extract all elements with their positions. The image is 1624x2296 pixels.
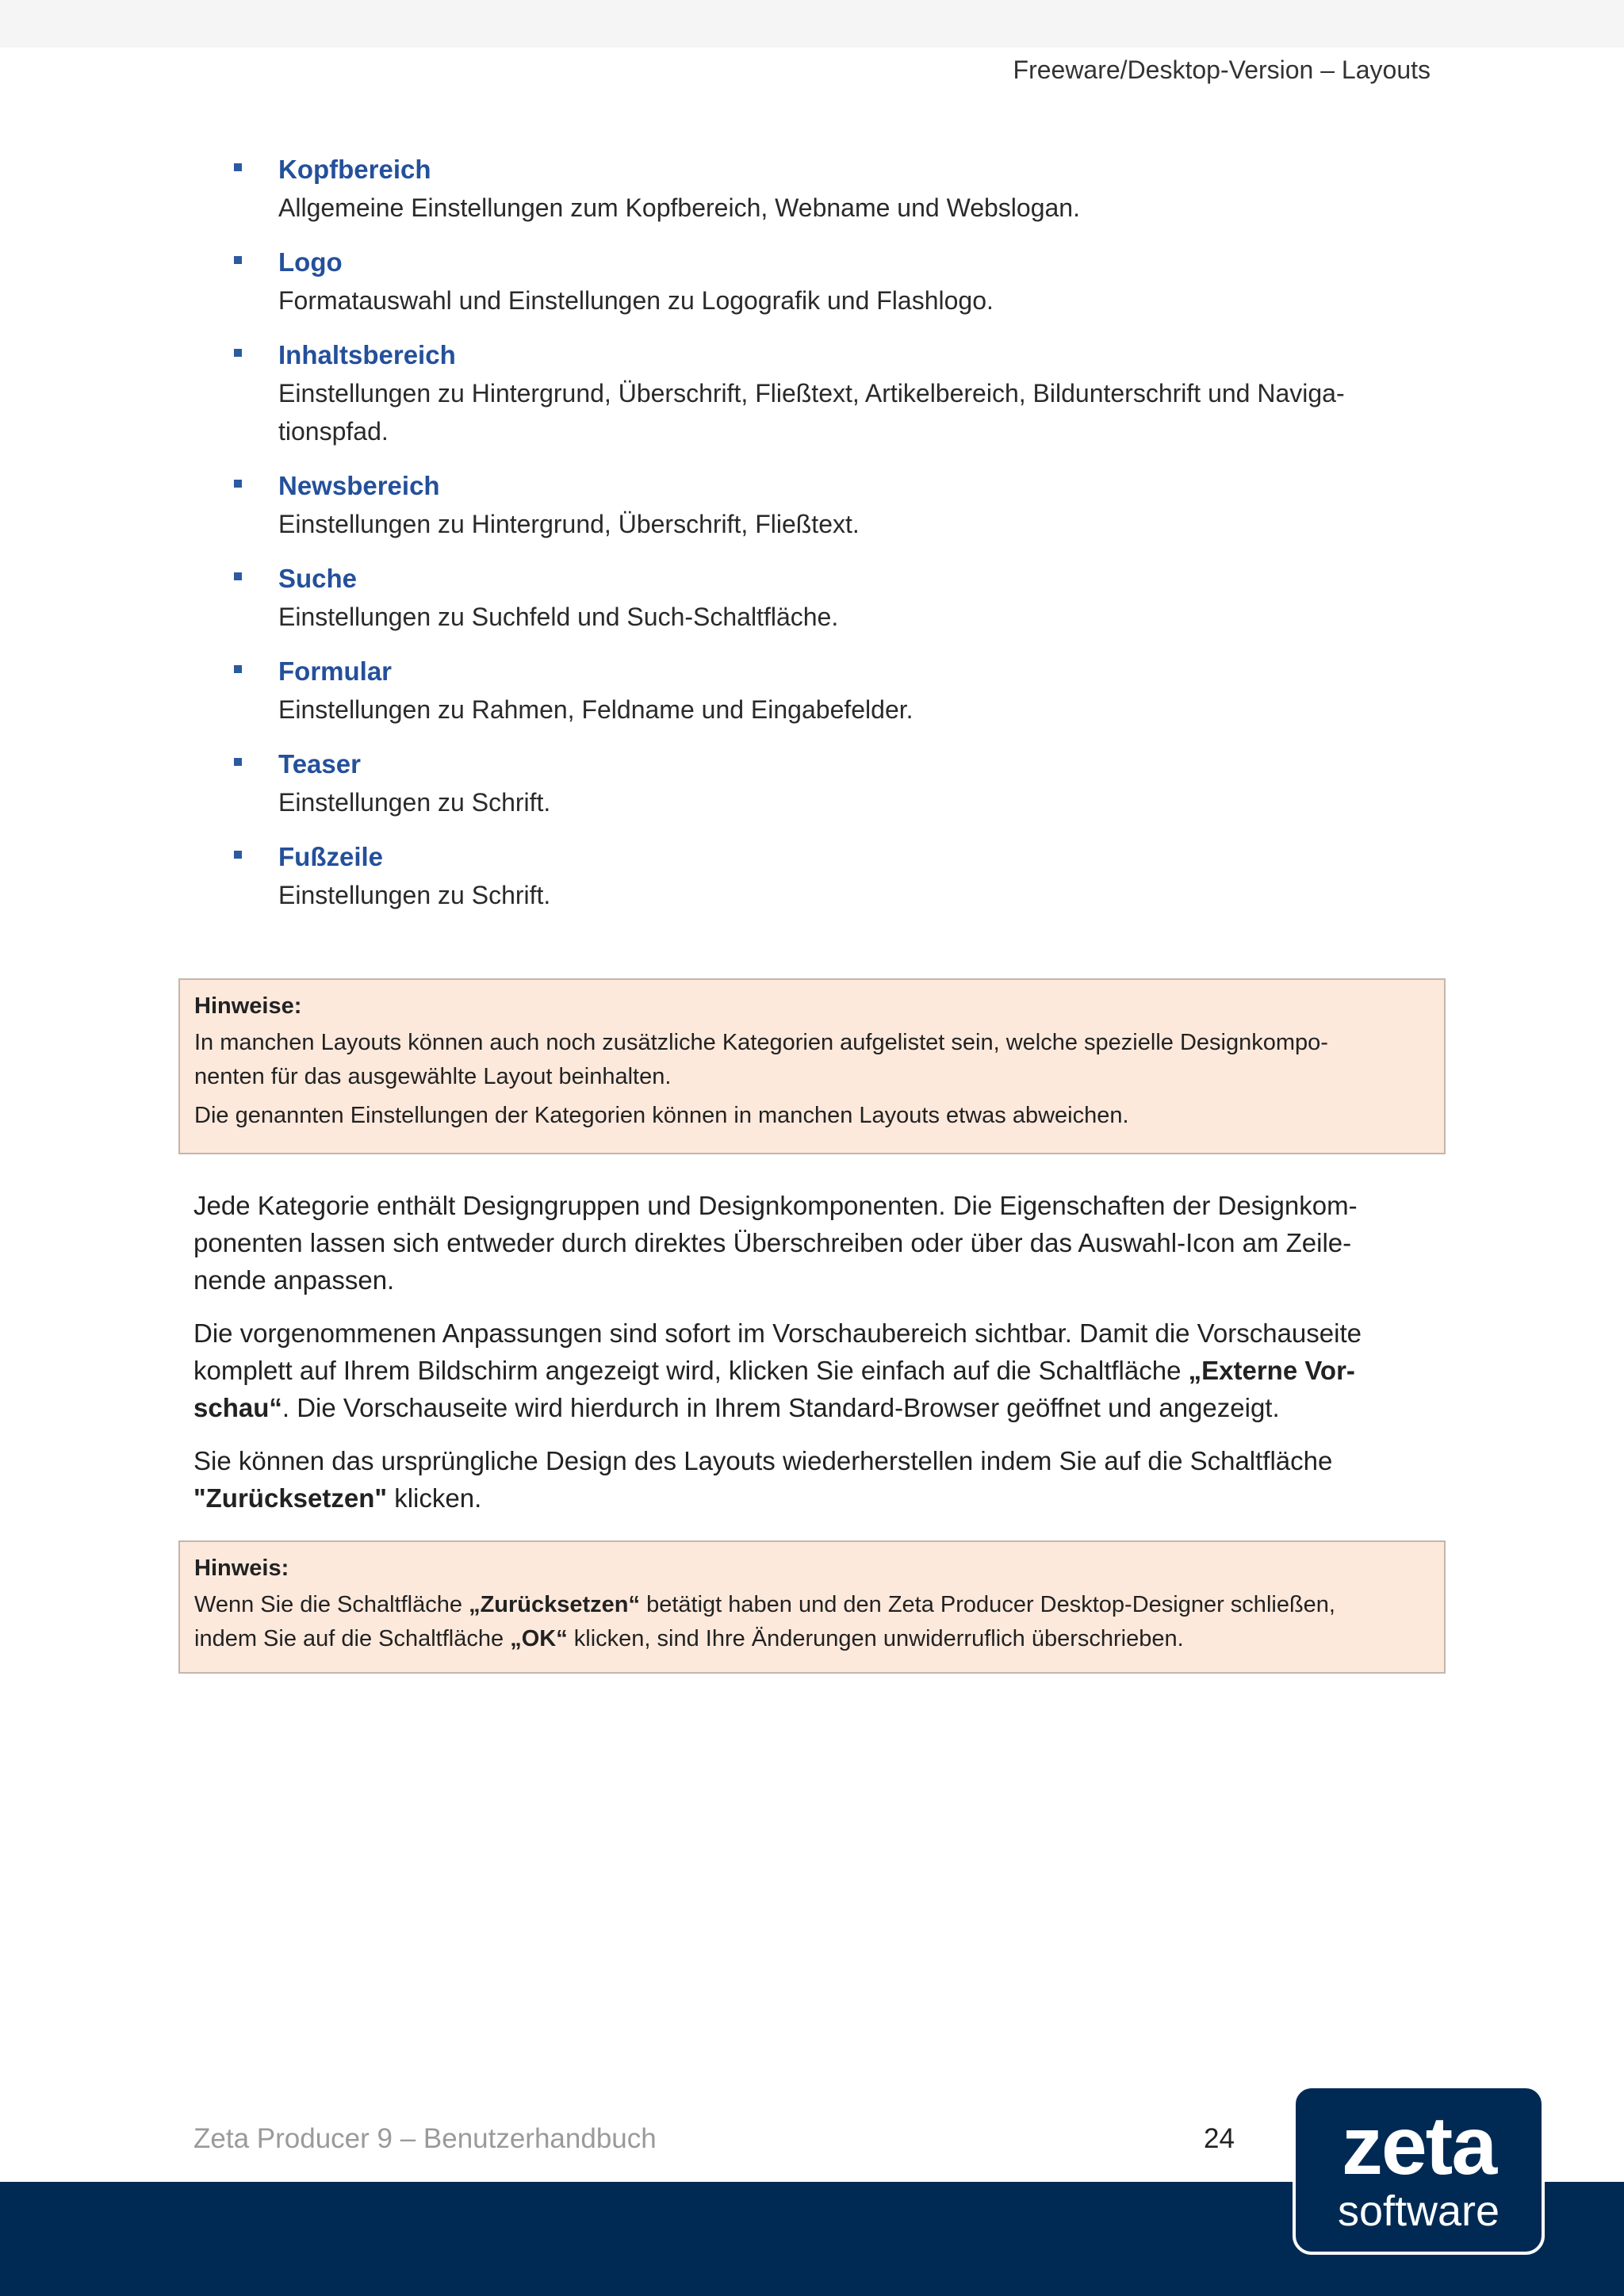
text-line: nende anpassen. (193, 1265, 395, 1295)
category-name: Kopfbereich (278, 155, 431, 184)
square-bullet-icon (234, 758, 242, 766)
note-box-hinweise (178, 978, 1446, 1154)
paragraph-reset (193, 1442, 1438, 1517)
category-name: Formular (278, 656, 393, 686)
square-bullet-icon (234, 349, 242, 357)
note-title: Hinweise: (194, 993, 302, 1019)
category-description: Einstellungen zu Suchfeld und Such-Schaltfläche. (278, 603, 839, 631)
note-paragraph (194, 1099, 1430, 1133)
category-item (234, 560, 1439, 636)
note-box-hinweis (178, 1540, 1446, 1674)
category-item (234, 745, 1439, 821)
text-line: Jede Kategorie enthält Designgruppen und Designkomponenten. Die Eigenschaften der Designkom- (193, 1191, 1358, 1220)
button-name-externe-vorschau: schau“ (193, 1393, 282, 1422)
body-text (193, 1187, 1438, 1533)
square-bullet-icon (234, 163, 242, 171)
category-description: tionspfad. (278, 417, 389, 446)
category-name: Newsbereich (278, 471, 440, 500)
square-bullet-icon (234, 480, 242, 488)
category-name: Logo (278, 247, 343, 277)
category-description: Formatauswahl und Einstellungen zu Logografik und Flashlogo. (278, 286, 994, 315)
text-line: Sie können das ursprüngliche Design des Layouts wiederherstellen indem Sie auf die Schaltfläche (193, 1446, 1333, 1475)
footer-title: Zeta Producer 9 – Benutzerhandbuch (193, 2123, 657, 2154)
text-line: komplett auf Ihrem Bildschirm angezeigt wird, klicken Sie einfach auf die Schaltfläche (193, 1356, 1189, 1385)
note-paragraph (194, 1588, 1430, 1656)
category-description: Einstellungen zu Hintergrund, Überschrift, Fließtext, Artikelbereich, Bildunterschrift und Naviga- (278, 379, 1345, 408)
text-line: ponenten lassen sich entweder durch direktes Überschreiben oder über das Auswahl-Icon am Zeile- (193, 1228, 1352, 1257)
button-name-externe-vorschau: „Externe Vor- (1188, 1356, 1355, 1385)
note-title: Hinweis: (194, 1556, 289, 1581)
note-paragraph (194, 1026, 1430, 1094)
category-description: Einstellungen zu Rahmen, Feldname und Eingabefelder. (278, 695, 914, 724)
category-list (234, 151, 1439, 931)
text-line: klicken. (387, 1483, 482, 1513)
note-line: klicken, sind Ihre Änderungen unwiderruflich überschrieben. (567, 1626, 1184, 1651)
category-description: Allgemeine Einstellungen zum Kopfbereich, Webname und Webslogan. (278, 193, 1080, 222)
text-line: . Die Vorschauseite wird hierdurch in Ihrem Standard-Browser geöffnet und angezeigt. (282, 1393, 1280, 1422)
category-name: Suche (278, 564, 358, 593)
button-name-zuruecksetzen: "Zurücksetzen" (193, 1483, 388, 1513)
page-number: 24 (1204, 2123, 1235, 2154)
square-bullet-icon (234, 256, 242, 264)
running-header: Freeware/Desktop-Version – Layouts (1013, 55, 1431, 84)
category-item (234, 838, 1439, 914)
category-description: Einstellungen zu Schrift. (278, 881, 551, 909)
category-item (234, 243, 1439, 320)
category-item (234, 336, 1439, 450)
note-line: betätigt haben und den Zeta Producer Desktop-Designer schließen, (640, 1592, 1335, 1617)
button-name-zuruecksetzen: „Zurücksetzen“ (469, 1592, 641, 1617)
category-description: Einstellungen zu Schrift. (278, 788, 551, 817)
category-item (234, 151, 1439, 227)
category-description: Einstellungen zu Hintergrund, Überschrift, Fließtext. (278, 510, 860, 538)
category-name: Fußzeile (278, 842, 384, 871)
button-name-ok: „OK“ (510, 1626, 568, 1651)
square-bullet-icon (234, 665, 242, 673)
text-line: Die vorgenommenen Anpassungen sind sofort im Vorschaubereich sichtbar. Damit die Vorschauseite (193, 1318, 1362, 1348)
note-line: In manchen Layouts können auch noch zusätzliche Kategorien aufgelistet sein, welche spezielle Designkompo- (194, 1030, 1328, 1055)
paragraph-categories (193, 1187, 1438, 1299)
note-line: nenten für das ausgewählte Layout beinhalten. (194, 1064, 672, 1089)
zeta-software-logo (1293, 2085, 1545, 2255)
square-bullet-icon (234, 851, 242, 859)
category-item (234, 652, 1439, 729)
top-margin-bar (0, 0, 1624, 48)
note-line: Wenn Sie die Schaltfläche (194, 1592, 469, 1617)
category-name: Inhaltsbereich (278, 340, 456, 369)
category-name: Teaser (278, 749, 361, 779)
category-item (234, 467, 1439, 543)
logo-wordmark: zeta (1341, 2100, 1496, 2192)
logo-subtitle: software (1337, 2187, 1500, 2235)
paragraph-preview (193, 1314, 1438, 1426)
note-line: indem Sie auf die Schaltfläche (194, 1626, 511, 1651)
note-line: Die genannten Einstellungen der Kategorien können in manchen Layouts etwas abweichen. (194, 1103, 1129, 1128)
square-bullet-icon (234, 572, 242, 580)
